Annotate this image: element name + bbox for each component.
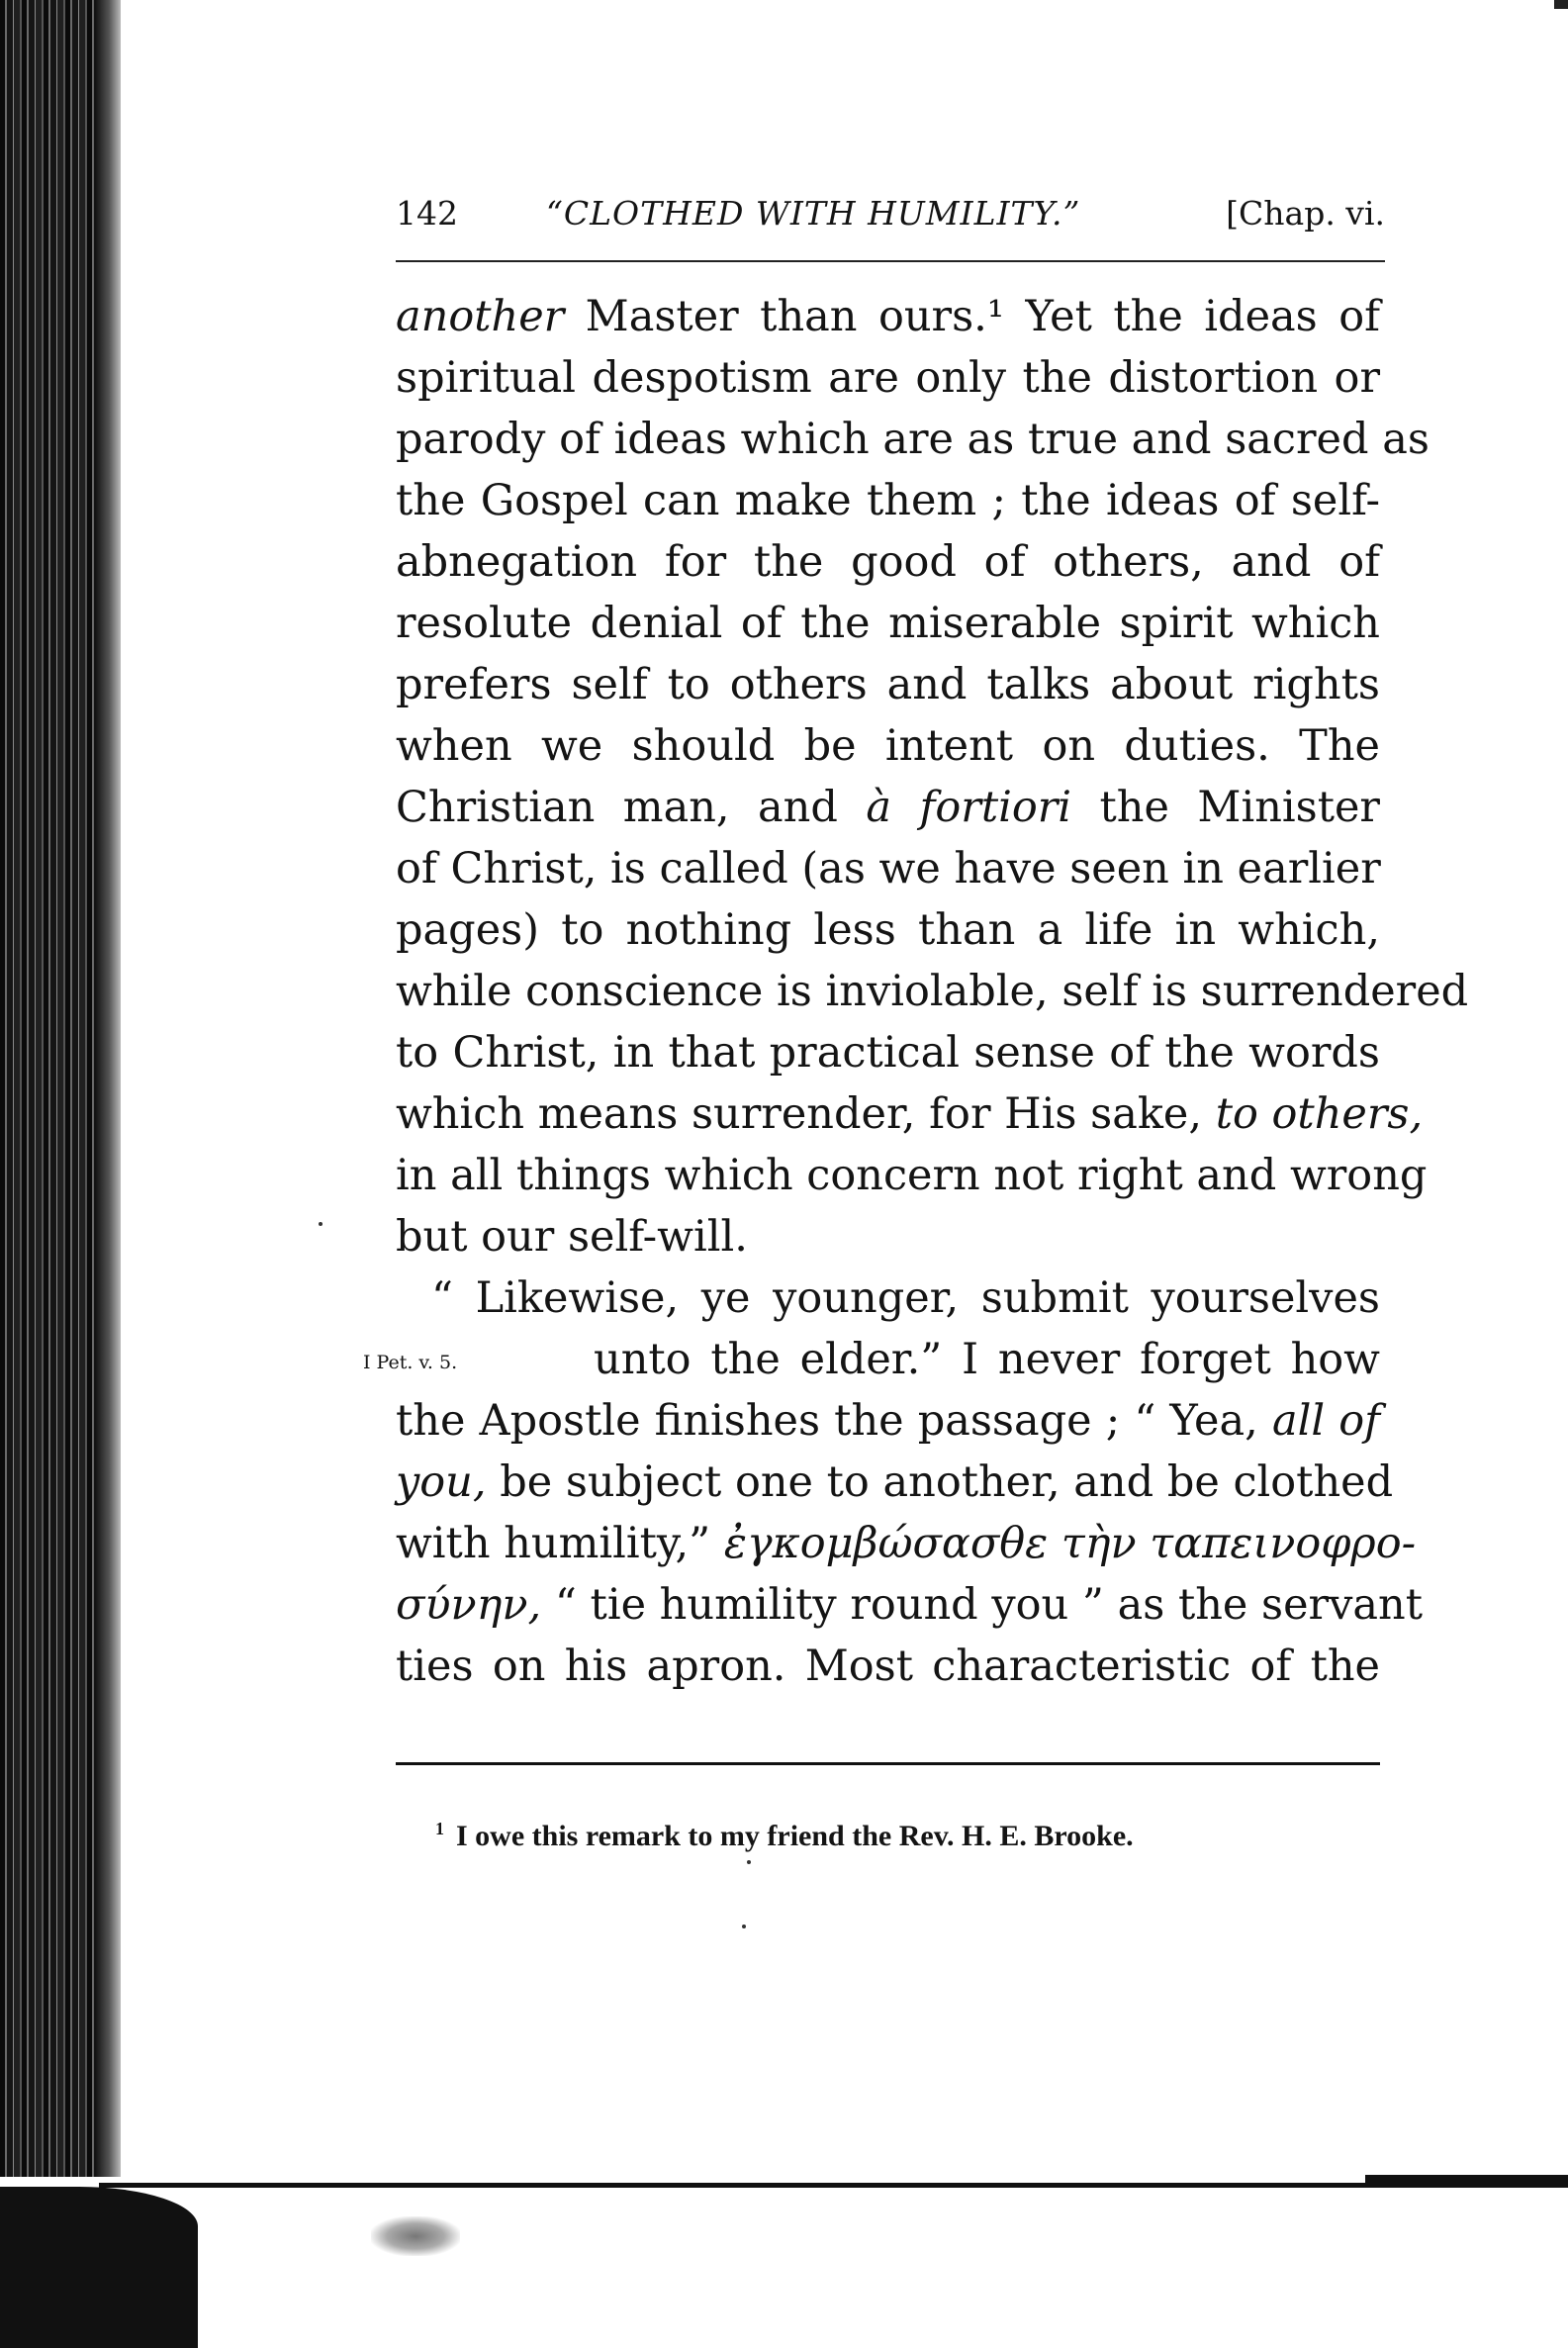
- text-segment: unto the elder.” I never forget how: [594, 1335, 1380, 1384]
- footnote-marker: 1: [435, 1819, 444, 1838]
- text-line: [396, 961, 1469, 1022]
- text-line: [396, 899, 1380, 961]
- text-line: [396, 470, 1380, 531]
- italic-segment: à fortiori: [866, 783, 1072, 832]
- scan-smudge: [371, 2216, 460, 2256]
- book-page: [363, 0, 1469, 2348]
- text-line: [396, 1206, 1380, 1268]
- text-line: [396, 1145, 1428, 1206]
- scan-bottom-edge-line: [99, 2183, 1568, 2188]
- text-line: [396, 531, 1380, 593]
- italic-segment: you,: [396, 1457, 487, 1507]
- footnote-rule: [396, 1762, 1380, 1765]
- scan-bottom-edge-thick: [1365, 2175, 1568, 2183]
- italic-segment: to others,: [1215, 1089, 1424, 1139]
- text-segment: “ Likewise, ye younger, submit yourselves: [431, 1273, 1380, 1323]
- text-segment: while conscience is inviolable, self is surrendered: [396, 967, 1469, 1016]
- margin-note: I Pet. v. 5.: [363, 1352, 458, 1373]
- text-segment: ties on his apron. Most characteristic of the: [396, 1642, 1380, 1691]
- scan-corner-mark: [1554, 0, 1568, 9]
- text-line: [396, 777, 1380, 838]
- text-segment: abnegation for the good of others, and of: [396, 537, 1380, 587]
- italic-segment: another: [396, 292, 565, 341]
- text-segment: of Christ, is called (as we have seen in earlier: [396, 844, 1381, 893]
- text-segment: which means surrender, for His sake,: [396, 1089, 1216, 1139]
- body-text: [363, 286, 1469, 1697]
- text-segment: the Minister: [1071, 783, 1380, 832]
- italic-segment: ἐγκομβώσασθε τὴν ταπεινοφρο-: [723, 1519, 1417, 1568]
- running-title: “CLOTHED WITH HUMILITY.”: [546, 194, 1081, 233]
- text-segment: but our self-will.: [396, 1212, 748, 1262]
- text-line: [396, 286, 1380, 347]
- text-line: [396, 838, 1380, 899]
- stray-mark: [747, 1860, 751, 1864]
- stray-mark: [742, 1925, 746, 1928]
- text-line: [396, 593, 1380, 654]
- book-spine-shadow: [95, 0, 121, 2348]
- text-line: [396, 1513, 1417, 1574]
- text-line: [396, 1574, 1423, 1636]
- italic-segment: all of: [1271, 1396, 1380, 1446]
- chapter-label: [Chap. vi.: [1226, 194, 1385, 233]
- running-header: [396, 194, 1385, 243]
- text-segment: “ tie humility round you ” as the servant: [541, 1580, 1423, 1630]
- text-segment: be subject one to another, and be clothed: [486, 1457, 1394, 1507]
- text-line: [396, 654, 1380, 715]
- text-segment: in all things which concern not right and wrong: [396, 1151, 1428, 1200]
- text-segment: prefers self to others and talks about rights: [396, 660, 1380, 709]
- text-line: [396, 1390, 1380, 1452]
- text-segment: Master than ours.¹ Yet the ideas of: [564, 292, 1380, 341]
- text-segment: Christian man, and: [396, 783, 867, 832]
- text-line: [396, 1452, 1394, 1513]
- scan-bottom-fold: [0, 2187, 198, 2348]
- footnote-text: I owe this remark to my friend the Rev. H. E. Brooke.: [456, 1820, 1134, 1852]
- text-segment: with humility,”: [396, 1519, 724, 1568]
- text-line: [396, 1022, 1380, 1083]
- text-line: [396, 347, 1380, 409]
- text-segment: pages) to nothing less than a life in which,: [396, 905, 1380, 955]
- footnote: [435, 1819, 1380, 1853]
- text-segment: when we should be intent on duties. The: [396, 721, 1380, 771]
- text-segment: spiritual despotism are only the distortion or: [396, 353, 1380, 403]
- text-line: [396, 1083, 1424, 1145]
- text-line: [396, 1268, 1380, 1329]
- header-rule: [396, 260, 1385, 262]
- text-line: [396, 409, 1430, 470]
- page-number: 142: [396, 194, 458, 233]
- italic-segment: σύνην,: [396, 1580, 542, 1630]
- scan-bottom-area: [0, 2177, 1568, 2348]
- text-line: [396, 1636, 1380, 1697]
- text-line: [396, 715, 1380, 777]
- text-segment: the Gospel can make them ; the ideas of self-: [396, 476, 1380, 525]
- text-line: [396, 1329, 1380, 1390]
- stray-mark: [319, 1222, 323, 1226]
- text-segment: parody of ideas which are as true and sacred as: [396, 415, 1430, 464]
- text-segment: to Christ, in that practical sense of the words: [396, 1028, 1380, 1078]
- text-segment: resolute denial of the miserable spirit which: [396, 599, 1380, 648]
- text-segment: the Apostle finishes the passage ; “ Yea,: [396, 1396, 1272, 1446]
